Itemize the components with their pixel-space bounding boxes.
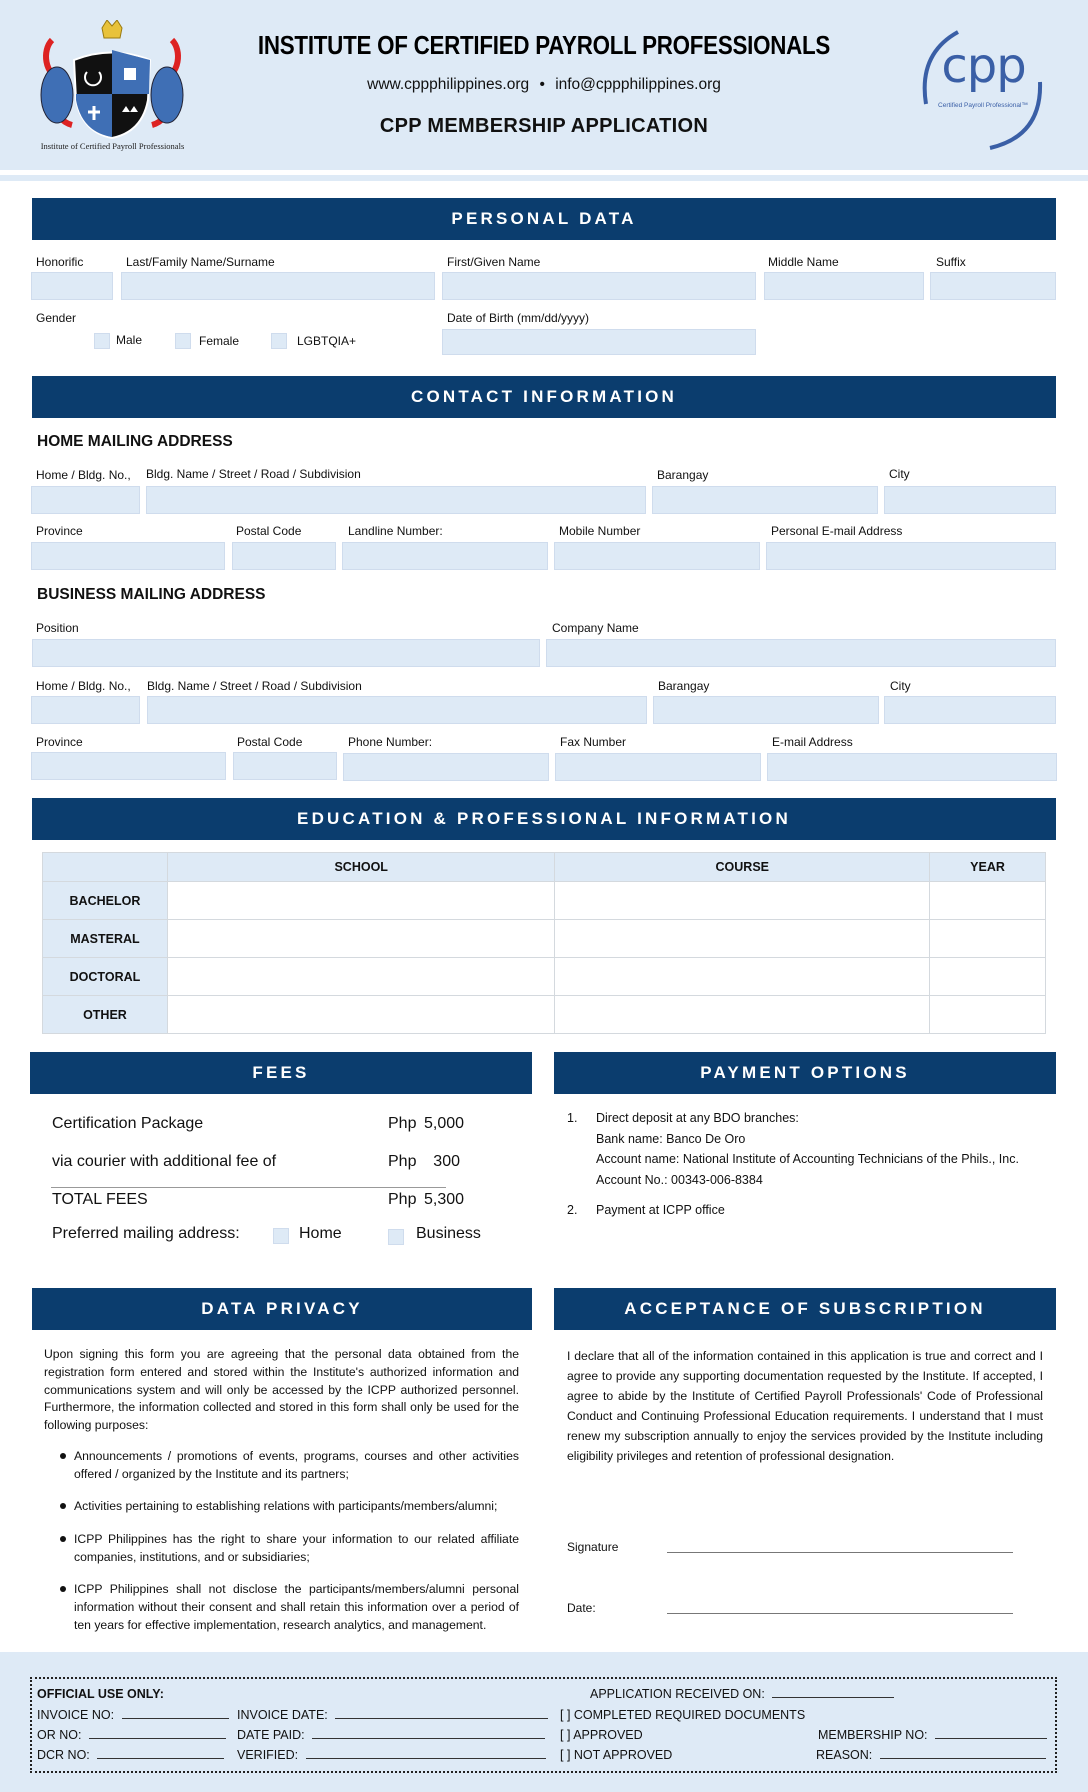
official-use-heading: OFFICIAL USE ONLY:	[37, 1687, 164, 1701]
invoice-no-label: INVOICE NO:	[37, 1708, 115, 1722]
mailing-preference-label: Preferred mailing address:	[52, 1225, 240, 1242]
bullet-icon	[60, 1586, 66, 1592]
date-paid-line[interactable]	[312, 1729, 545, 1739]
crest-caption: Institute of Certified Payroll Professionals	[40, 141, 185, 151]
business-position-field[interactable]	[32, 639, 540, 667]
home-province-label: Province	[36, 524, 83, 538]
payment-line: Account No.: 00343-006-8384	[596, 1172, 763, 1187]
or-no-line[interactable]	[89, 1729, 226, 1739]
home-postal-field[interactable]	[232, 542, 336, 570]
gender-female-checkbox[interactable]	[175, 333, 191, 349]
payment-option-number: 1.	[567, 1111, 578, 1125]
section-fees: FEES	[30, 1052, 532, 1094]
dcr-no-label: DCR NO:	[37, 1748, 90, 1762]
business-city-label: City	[890, 679, 911, 693]
other-year-cell[interactable]	[930, 996, 1046, 1034]
home-street-label: Bldg. Name / Street / Road / Subdivision	[146, 467, 361, 481]
fee-item-label: via courier with additional fee of	[52, 1153, 277, 1170]
received-on-field[interactable]	[590, 1687, 894, 1701]
institute-crest-logo	[32, 20, 192, 140]
dcr-no-field[interactable]	[37, 1748, 224, 1762]
bachelor-school-cell[interactable]	[167, 882, 555, 920]
privacy-bullet: Activities pertaining to establishing relations with participants/members/alumni;	[74, 1499, 498, 1513]
middle-name-label: Middle Name	[768, 255, 839, 269]
email-link[interactable]: info@cppphilippines.org	[555, 76, 721, 93]
education-col-blank	[43, 853, 168, 882]
completed-documents-check[interactable]: [ ] COMPLETED REQUIRED DOCUMENTS	[560, 1708, 806, 1722]
org-title: INSTITUTE OF CERTIFIED PAYROLL PROFESSIONALS	[257, 30, 831, 60]
business-phone-field[interactable]	[343, 753, 549, 781]
business-city-field[interactable]	[884, 696, 1056, 724]
date-label: Date:	[567, 1601, 596, 1615]
signature-line[interactable]	[667, 1552, 1013, 1553]
section-education: EDUCATION & PROFESSIONAL INFORMATION	[32, 798, 1056, 840]
business-postal-field[interactable]	[233, 752, 337, 780]
business-bldg-no-label: Home / Bldg. No.,	[36, 679, 131, 693]
verified-line[interactable]	[306, 1749, 546, 1759]
payment-option-bdo	[596, 1108, 1056, 1190]
separator: •	[539, 76, 545, 93]
section-acceptance: ACCEPTANCE OF SUBSCRIPTION	[554, 1288, 1056, 1330]
home-landline-label: Landline Number:	[348, 524, 443, 538]
business-province-label: Province	[36, 735, 83, 749]
education-row-label: OTHER	[43, 996, 168, 1034]
suffix-field[interactable]	[930, 272, 1056, 300]
invoice-date-field[interactable]	[237, 1708, 548, 1722]
suffix-label: Suffix	[936, 255, 966, 269]
education-row	[43, 882, 1046, 920]
other-school-cell[interactable]	[167, 996, 555, 1034]
bullet-icon	[60, 1503, 66, 1509]
date-paid-field[interactable]	[237, 1728, 545, 1742]
doctoral-course-cell[interactable]	[555, 958, 930, 996]
bullet-icon	[60, 1453, 66, 1459]
doctoral-school-cell[interactable]	[167, 958, 555, 996]
section-data-privacy: DATA PRIVACY	[32, 1288, 532, 1330]
fee-item-currency: Php	[388, 1153, 417, 1170]
business-province-field[interactable]	[31, 752, 226, 780]
privacy-bullet: ICPP Philippines shall not disclose the participants/members/alumni personal information without their consent and shall retain this information over a period of ten years for effective implementation, research analytics, and management.	[74, 1582, 519, 1632]
section-personal-data: PERSONAL DATA	[32, 198, 1056, 240]
business-bldg-no-field[interactable]	[31, 696, 140, 724]
business-street-label: Bldg. Name / Street / Road / Subdivision	[147, 679, 362, 693]
last-name-label: Last/Family Name/Surname	[126, 255, 275, 269]
education-row-label: MASTERAL	[43, 920, 168, 958]
privacy-intro: Upon signing this form you are agreeing that the personal data obtained from the registration form entered and stored within the Institute's authorized information and communications system and will only be accessed by the ICPP authorized personnel. Furthermore, the information collected and stored in this form shall only be used for the following purposes:	[44, 1347, 519, 1433]
education-row-label: BACHELOR	[43, 882, 168, 920]
dob-field[interactable]	[442, 329, 756, 355]
home-mailing-heading: HOME MAILING ADDRESS	[37, 433, 233, 450]
acceptance-text: I declare that all of the information contained in this application is true and correct and I agree to provide any supporting documentation requested by the Institute. If accepted, I agree to abide by the Institute of Certified Payroll Professionals' Code of Professional Conduct and Continuing Professional Education requirements. I understand that I must renew my subscription annually to enjoy the services provided by the Institute including eligibility privileges and retention of professional designation.	[567, 1349, 1043, 1463]
education-row	[43, 958, 1046, 996]
home-province-field[interactable]	[31, 542, 225, 570]
contact-line	[200, 76, 888, 94]
header-divider	[0, 175, 1088, 181]
mailing-home-label: Home	[299, 1225, 342, 1242]
home-bldg-no-field[interactable]	[31, 486, 140, 514]
or-no-field[interactable]	[37, 1728, 226, 1742]
fee-item-amount: 5,000	[424, 1115, 465, 1132]
gender-lgbtqia-label: LGBTQIA+	[297, 334, 357, 348]
verified-field[interactable]	[237, 1748, 546, 1762]
mailing-business-label: Business	[416, 1225, 481, 1242]
gender-male-checkbox[interactable]	[94, 333, 110, 349]
membership-no-field[interactable]	[818, 1728, 1047, 1742]
home-street-field[interactable]	[146, 486, 646, 514]
education-col-course: COURSE	[555, 853, 930, 882]
mailing-home-checkbox[interactable]	[273, 1228, 289, 1244]
business-phone-label: Phone Number:	[348, 735, 433, 749]
membership-no-label: MEMBERSHIP NO:	[818, 1728, 928, 1742]
home-barangay-label: Barangay	[657, 468, 709, 482]
payment-line: Bank name: Banco De Oro	[596, 1131, 746, 1146]
home-postal-label: Postal Code	[236, 524, 302, 538]
gender-female-label: Female	[199, 334, 240, 348]
payment-line: Direct deposit at any BDO branches:	[596, 1111, 799, 1125]
total-fees-label: TOTAL FEES	[52, 1191, 148, 1208]
bullet-icon	[60, 1536, 66, 1542]
date-line[interactable]	[667, 1613, 1013, 1614]
total-fees-amount: 5,300	[424, 1191, 465, 1208]
home-city-field[interactable]	[884, 486, 1056, 514]
education-header-row	[43, 853, 1046, 882]
education-table	[42, 852, 1046, 1034]
home-mobile-field[interactable]	[554, 542, 760, 570]
bachelor-year-cell[interactable]	[930, 882, 1046, 920]
verified-label: VERIFIED:	[237, 1748, 299, 1762]
home-email-label: Personal E-mail Address	[771, 524, 903, 538]
invoice-no-line[interactable]	[122, 1709, 229, 1719]
gender-label: Gender	[36, 311, 77, 325]
invoice-no-field[interactable]	[37, 1708, 229, 1722]
payment-line: Account name: National Institute of Accounting Technicians of the Phils., Inc.	[596, 1152, 1019, 1166]
home-email-field[interactable]	[766, 542, 1056, 570]
home-barangay-field[interactable]	[652, 486, 878, 514]
gender-lgbtqia-checkbox[interactable]	[271, 333, 287, 349]
home-bldg-no-label: Home / Bldg. No.,	[36, 468, 131, 482]
bachelor-course-cell[interactable]	[555, 882, 930, 920]
business-position-label: Position	[36, 621, 79, 635]
gender-male-label: Male	[116, 333, 143, 347]
masteral-course-cell[interactable]	[555, 920, 930, 958]
education-row-label: DOCTORAL	[43, 958, 168, 996]
mailing-business-checkbox[interactable]	[388, 1229, 404, 1245]
total-fees-currency: Php	[388, 1191, 417, 1208]
first-name-label: First/Given Name	[447, 255, 541, 269]
last-name-field[interactable]	[121, 272, 435, 300]
education-row	[43, 920, 1046, 958]
membership-no-line[interactable]	[935, 1729, 1047, 1739]
dcr-no-line[interactable]	[97, 1749, 224, 1759]
education-col-school: SCHOOL	[167, 853, 555, 882]
approved-check[interactable]: [ ] APPROVED	[560, 1728, 643, 1742]
invoice-date-line[interactable]	[335, 1709, 548, 1719]
form-title: CPP MEMBERSHIP APPLICATION	[379, 115, 709, 137]
honorific-label: Honorific	[36, 255, 84, 269]
reason-line[interactable]	[880, 1749, 1046, 1759]
privacy-bullet: ICPP Philippines has the right to share your information to our related affiliate companies, institutions, and or subsidiaries;	[74, 1532, 519, 1564]
fee-item-currency: Php	[388, 1115, 417, 1132]
cpp-logo	[918, 24, 1048, 150]
cpp-logo-caption: Certified Payroll Professional™	[938, 102, 1028, 109]
received-on-line[interactable]	[772, 1688, 894, 1698]
received-on-label: APPLICATION RECEIVED ON:	[590, 1687, 765, 1701]
signature-label: Signature	[567, 1540, 619, 1554]
business-mailing-heading: BUSINESS MAILING ADDRESS	[37, 586, 266, 603]
payment-option-office: Payment at ICPP office	[596, 1203, 725, 1217]
fees-total-divider	[51, 1187, 446, 1188]
section-payment-options: PAYMENT OPTIONS	[554, 1052, 1056, 1094]
fee-item-amount: 300	[433, 1153, 460, 1170]
honorific-field[interactable]	[31, 272, 113, 300]
masteral-school-cell[interactable]	[167, 920, 555, 958]
business-company-label: Company Name	[552, 621, 639, 635]
dob-label: Date of Birth (mm/dd/yyyy)	[447, 311, 590, 325]
business-street-field[interactable]	[147, 696, 647, 724]
privacy-bullet: Announcements / promotions of events, programs, courses and other activities offered / organized by the Institute and its partners;	[74, 1449, 519, 1481]
doctoral-year-cell[interactable]	[930, 958, 1046, 996]
business-barangay-field[interactable]	[653, 696, 879, 724]
reason-field[interactable]	[816, 1748, 1046, 1762]
business-email-field[interactable]	[767, 753, 1057, 781]
payment-option-number: 2.	[567, 1203, 578, 1217]
business-postal-label: Postal Code	[237, 735, 303, 749]
business-fax-field[interactable]	[555, 753, 761, 781]
business-email-label: E-mail Address	[772, 735, 853, 749]
other-course-cell[interactable]	[555, 996, 930, 1034]
not-approved-check[interactable]: [ ] NOT APPROVED	[560, 1748, 673, 1762]
business-barangay-label: Barangay	[658, 679, 710, 693]
home-landline-field[interactable]	[342, 542, 548, 570]
fee-item-label: Certification Package	[52, 1115, 204, 1132]
masteral-year-cell[interactable]	[930, 920, 1046, 958]
website-link[interactable]: www.cppphilippines.org	[367, 76, 530, 93]
section-contact-information: CONTACT INFORMATION	[32, 376, 1056, 418]
business-company-field[interactable]	[546, 639, 1056, 667]
education-row	[43, 996, 1046, 1034]
cpp-logo-text: cpp	[941, 38, 1026, 94]
date-paid-label: DATE PAID:	[237, 1728, 305, 1742]
invoice-date-label: INVOICE DATE:	[237, 1708, 328, 1722]
middle-name-field[interactable]	[764, 272, 924, 300]
or-no-label: OR NO:	[37, 1728, 82, 1742]
home-mobile-label: Mobile Number	[559, 524, 641, 538]
reason-label: REASON:	[816, 1748, 873, 1762]
business-fax-label: Fax Number	[560, 735, 627, 749]
home-city-label: City	[889, 467, 910, 481]
first-name-field[interactable]	[442, 272, 756, 300]
education-col-year: YEAR	[930, 853, 1046, 882]
